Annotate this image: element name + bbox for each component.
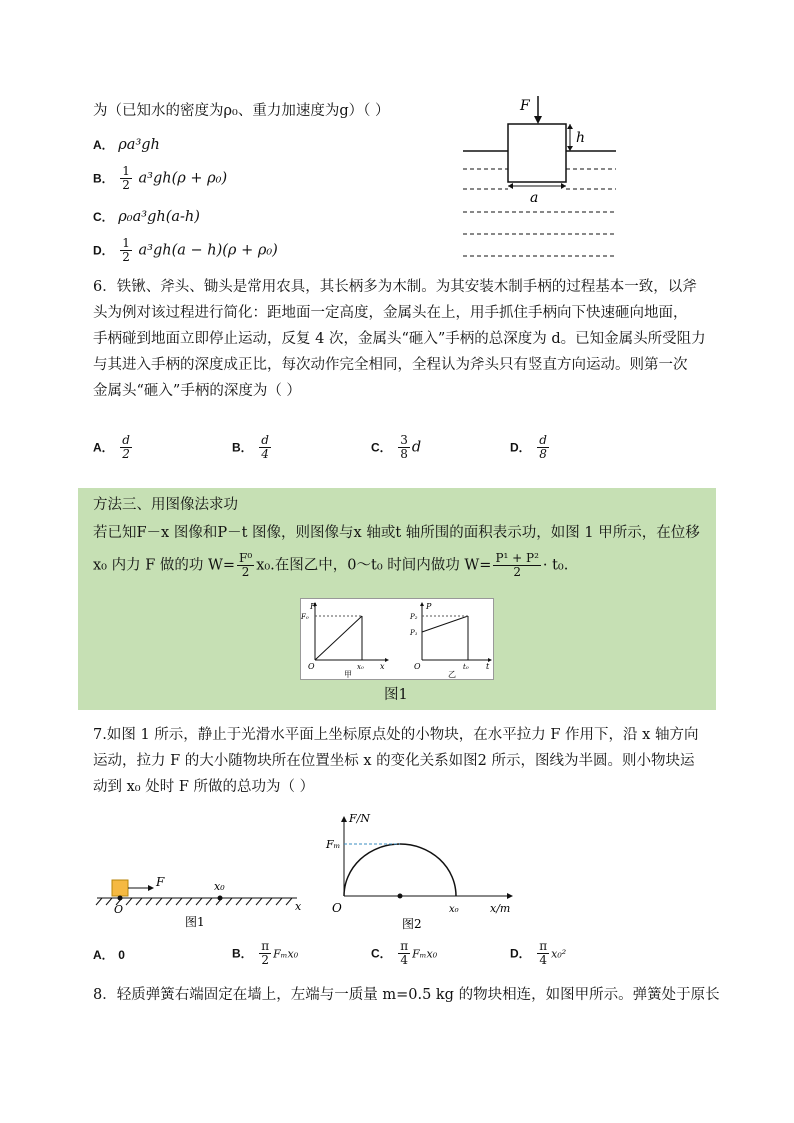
semicircle	[344, 844, 456, 896]
svg-text:乙: 乙	[448, 670, 456, 679]
side-label: a	[530, 190, 539, 206]
method-figure-caption: 图1	[384, 687, 408, 703]
q5-block-figure	[458, 94, 628, 270]
fraction: $\frac{d}{2}$	[122, 433, 130, 461]
fraction: $\frac{\pi}{4}$	[539, 939, 548, 967]
option-text: ρa³gh	[118, 137, 160, 153]
option-label: A．	[93, 138, 114, 152]
fraction: $\frac{d}{8}$	[539, 433, 547, 461]
text-line: 6．铁锹、斧头、锄头是常用农具，其长柄多为木制。为其安装木制手柄的过程基本一致，以斧	[93, 279, 697, 295]
svg-text:t₀: t₀	[463, 663, 469, 671]
fraction: $\frac{\pi}{2}$	[261, 939, 270, 967]
q6-option-b[interactable]	[232, 434, 273, 461]
q7-fig2	[322, 810, 522, 938]
text-line: 手柄碰到地面立即停止运动，反复 4 次，金属头“砸入”手柄的总深度为 d。已知金属头所受阻力	[93, 331, 706, 347]
q7-option-a[interactable]	[93, 946, 125, 964]
center-dot	[398, 894, 403, 899]
q7-fig1	[92, 868, 312, 938]
fraction: $\frac{1}{2}$	[122, 164, 130, 192]
svg-text:F/N: F/N	[349, 812, 370, 825]
fraction: $\frac{1}{2}$	[122, 236, 130, 264]
svg-text:t: t	[486, 662, 490, 671]
svg-text:O: O	[414, 662, 421, 671]
option-label: C．	[371, 946, 392, 961]
text-line: 金属头“砸入”手柄的深度为（ ）	[93, 383, 301, 399]
option-label: B．	[93, 171, 114, 186]
q6-option-d[interactable]	[510, 434, 551, 461]
svg-text:图1: 图1	[185, 915, 205, 929]
option-label: C．	[371, 440, 392, 455]
fraction: $\frac{\text{P¹ + P²}}{2}$	[495, 551, 539, 579]
method-title: 方法三、用图像法求功	[93, 497, 238, 513]
text-line: 与其进入手柄的深度成正比，每次动作完全相同，全程认为斧头只有竖直方向运动。则第一次	[93, 357, 688, 373]
height-label: h	[576, 130, 586, 146]
q5-option-c[interactable]	[93, 208, 200, 226]
q7-option-d[interactable]: D． $\frac{\pi}{4}$ x₀²	[510, 939, 567, 967]
fraction: $\frac{d}{4}$	[261, 433, 269, 461]
ground-hatch	[96, 898, 292, 905]
option-label: D．	[510, 946, 531, 961]
q5-option-b[interactable]	[93, 165, 227, 192]
block	[508, 124, 566, 182]
option-text: 0	[118, 948, 125, 962]
fraction: $\frac{3}{8}$	[400, 433, 408, 461]
option-label: D．	[93, 243, 114, 258]
small-block	[112, 880, 128, 896]
q7-option-c[interactable]: C． $\frac{\pi}{4}$ Fₘx₀	[371, 939, 438, 967]
force-label: F	[520, 98, 530, 114]
text-line: 头为例对该过程进行简化：距地面一定高度，金属头在上，用手抓住手柄向下快速砸向地面，	[93, 305, 688, 321]
option-label: B．	[232, 440, 253, 455]
q8-stem: 8．轻质弹簧右端固定在墙上，左端与一质量 m=0.5 kg 的物块相连，如图甲所示。弹簧处于原长	[93, 987, 720, 1003]
svg-text:O: O	[332, 901, 342, 915]
option-text: ρ₀a³gh(a-h)	[118, 209, 200, 225]
q6-stem	[93, 278, 706, 408]
text-line: 7.如图 1 所示，静止于光滑水平面上坐标原点处的小物块，在水平拉力 F 作用下，沿 x 轴方向	[93, 727, 699, 743]
q5-stem: 为（已知水的密度为ρ₀、重力加速度为g）（ ）	[93, 103, 390, 119]
method-figure	[300, 598, 494, 680]
svg-text:O: O	[114, 903, 124, 916]
svg-text:P: P	[426, 602, 432, 611]
option-label: B．	[232, 946, 253, 961]
svg-text:P₂: P₂	[410, 613, 418, 621]
fraction: $\frac{\text{F⁰}}{2}$	[239, 551, 253, 579]
pull-arrow	[148, 885, 154, 891]
svg-text:x: x	[380, 662, 385, 671]
fraction: $\frac{\pi}{4}$	[400, 939, 409, 967]
text-line: 动到 x₀ 处时 F 所做的总功为（ ）	[93, 779, 315, 795]
q7-option-b[interactable]: B． $\frac{\pi}{2}$ Fₘx₀	[232, 939, 299, 967]
text-line: 运动，拉力 F 的大小随物块所在位置坐标 x 的变化关系如图2 所示，图线为半圆。则小物块运	[93, 753, 695, 769]
q6-option-a[interactable]	[93, 434, 134, 461]
svg-text:F: F	[310, 602, 316, 611]
q5-option-a[interactable]	[93, 136, 160, 154]
svg-text:x: x	[295, 900, 302, 913]
method-box	[78, 488, 716, 710]
force-arrow-head	[534, 116, 542, 124]
option-text: a³gh(ρ + ρ₀)	[138, 170, 228, 187]
option-text: a³gh(a − h)(ρ + ρ₀)	[138, 242, 278, 259]
svg-text:x/m: x/m	[490, 902, 511, 915]
svg-text:F₀: F₀	[301, 613, 309, 621]
svg-text:图2: 图2	[402, 917, 422, 931]
svg-text:P₁: P₁	[410, 629, 418, 637]
svg-text:x₀: x₀	[214, 880, 225, 893]
option-label: C．	[93, 210, 114, 224]
q5-option-d[interactable]	[93, 237, 278, 264]
svg-text:Fₘ: Fₘ	[326, 838, 341, 851]
svg-text:甲: 甲	[344, 670, 352, 679]
svg-text:x₀: x₀	[357, 663, 364, 671]
svg-text:x₀: x₀	[449, 904, 459, 915]
q7-stem	[93, 726, 698, 804]
option-label: D．	[510, 440, 531, 455]
option-label: A．	[93, 948, 114, 962]
method-line1: 若已知F－x 图像和P－t 图像，则图像与x 轴或t 轴所围的面积表示功，如图 1 甲所示，在位移	[93, 525, 700, 541]
option-label: A．	[93, 440, 114, 455]
svg-text:F: F	[156, 875, 165, 889]
method-line2: x₀ 内力 F 做的功 W= $\frac{\text{F⁰}}{2}$ x₀.在图乙中，0～t₀ 时间内做功 W= $\frac{\text{P¹ + P²}}{2}$ · t₀.	[93, 551, 569, 579]
svg-text:O: O	[308, 662, 315, 671]
q6-option-c[interactable]: C． $\frac{3}{8}$ d	[371, 433, 422, 461]
